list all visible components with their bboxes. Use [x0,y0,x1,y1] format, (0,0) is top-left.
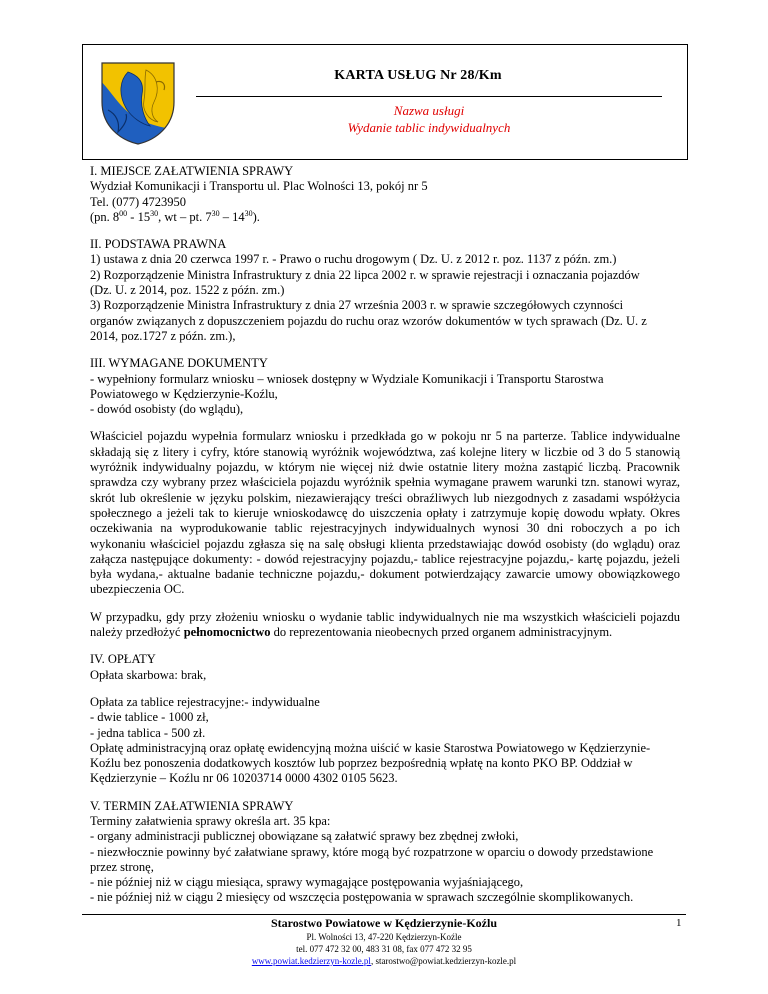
website-link[interactable]: www.powiat.kedzierzyn-kozle.pl [251,956,371,966]
plates-fee-one: - jedna tablica - 500 zł. [90,725,206,740]
footer-phones: tel. 077 472 32 00, 483 31 08, fax 077 472 32 95 [296,944,472,954]
footer-email: , starostwo@powiat.kedzierzyn-kozle.pl [370,956,517,966]
section-heading: V. TERMIN ZAŁATWIENIA SPRAWY [90,798,294,813]
document-item: Powiatowego w Kędzierzynie-Koźlu, [90,386,278,401]
card-title: KARTA USŁUG Nr 28/Km [334,68,502,83]
office-hours: (pn. $8^{00} - 15^{30}$, wt – pt. $7^{30} - 14^{30}$). [90,208,260,224]
section-heading: III. WYMAGANE DOKUMENTY [90,356,268,371]
title-divider [196,96,662,97]
section-required-documents [90,356,680,417]
service-label: Nazwa usługi [393,103,465,118]
section-heading: II. PODSTAWA PRAWNA [90,237,227,252]
service-label-block [196,102,662,136]
legal-item: 2014, poz.1727 z późn. zm.), [90,328,236,343]
section-heading: I. MIEJSCE ZAŁATWIENIA SPRAWY [90,164,294,178]
document-item: - dowód osobisty (do wglądu), [90,402,244,417]
footer-divider [82,914,686,915]
section-legal-basis [90,237,680,344]
section-heading: IV. OPŁATY [90,652,156,667]
section-place [90,164,680,225]
deadline-item: Terminy załatwienia sprawy określa art. 35 kpa: [90,813,331,828]
deadline-item: przez stronę, [90,859,154,874]
payment-info: Koźlu bez ponoszenia dodatkowych kosztów lub poprzez bezpośrednią wpłatę na konto PKO BP. Oddział w [90,756,633,771]
legal-item: 1) ustawa z dnia 20 czerwca 1997 r. - Prawo o ruchu drogowym ( Dz. U. z 2012 r. poz. 1137 z późn. zm.) [90,252,617,267]
footer-organization: Starostwo Powiatowe w Kędzierzynie-Koźlu [270,916,498,930]
deadline-item: - niezwłocznie powinny być załatwiane sprawy, które mogą być rozpatrzone w oparciu o dowody przedstawione [90,844,654,859]
footer-address: Pl. Wolności 13, 47-220 Kędzierzyn-Koźle [306,932,462,942]
legal-item: (Dz. U. z 2014, poz. 1522 z późn. zm.) [90,283,285,298]
plates-fee-two: - dwie tablice - 1000 zł, [90,710,209,725]
payment-info: Opłatę administracyjną oraz opłatę ewidencyjną można uiścić w kasie Starostwa Powiatowego w Kędzierzynie- [90,740,651,755]
office-address: Wydział Komunikacji i Transportu ul. Plac Wolności 13, pokój nr 5 [90,179,428,194]
deadline-item: - nie później niż w ciągu miesiąca, sprawy wymagające postępowania wyjaśniającego, [90,875,524,890]
section-fees [90,652,680,683]
power-of-attorney-paragraph: W przypadku, gdy przy złożeniu wniosku o wydanie tablic indywidualnych nie ma wszystkich właścicieli pojazdu należy przedłożyć pełnomocnictwo do reprezentowania nieobecnych przed organem administracyjnym. [90,609,680,640]
section-deadline [90,799,680,906]
office-phone: Tel. (077) 4723950 [90,194,186,209]
document-item: - wypełniony formularz wniosku – wniosek dostępny w Wydziale Komunikacji i Transportu Starostwa [90,371,604,386]
payment-info: Kędzierzynie – Koźlu nr 06 10203714 0000 4302 0105 5623. [90,771,398,786]
legal-item: 2) Rozporządzenie Ministra Infrastruktury z dnia 22 lipca 2002 r. w sprawie rejestracji i oznaczania pojazdów [90,267,640,282]
procedure-paragraph: Właściciel pojazdu wypełnia formularz wniosku i przedkłada go w pokoju nr 5 na parterze. Tablice indywidualne składają się z litery i cyfry, które stanowią wyróżnik województwa, zaś kolejne litery w liczbie od 3 do 5 stanowią wyróżnik indywidualny pojazdu, w którym nie więcej niż dwie ostatnie litery można zastąpić liczbą. Pracownik sprawdza czy wybrany przez właściciela pojazdu wyróżnik spełnia wymagane prawem warunki tzn. stanowi wyraz, skrót lub określenie w języku polskim, niezawierający treści obraźliwych lub niezgodnych z zasadami współżycia społecznego a jeżeli tak to kieruje wnioskodawcę do uiszczenia opłaty i zatrzymuje kopię dowodu wpłaty. Okres oczekiwania na wyprodukowanie tablic rejestracyjnych indywidualnych wynosi 30 dni roboczych a po ich wykonaniu właściciel pojazdu zgłasza się na salę obsługi klienta przedstawiając dowód osobisty (do wglądu) oraz załącza następujące dokumenty: - dowód rejestracyjny pojazdu,- tablice rejestracyjne pojazdu,- kartę pojazdu, jeżeli była wydana,- aktualne badanie techniczne pojazdu,- dokument potwierdzający zawarcie umowy obowiązkowego ubezpieczenia OC. [90,429,680,597]
footer-contact [82,955,686,967]
poa-emphasis: pełnomocnictwo [183,625,271,640]
legal-item: 3) Rozporządzenie Ministra Infrastruktury z dnia 27 września 2003 r. w sprawie szczegółowych czynności [90,298,624,313]
legal-item: organów związanych z dopuszczeniem pojazdu do ruchu oraz wzorów dokumentów w tych sprawach (Dz. U. z [90,313,647,328]
deadline-item: - nie później niż w ciągu 2 miesięcy od wszczęcia postępowania w sprawach szczególnie skomplikowanych. [90,890,634,905]
plates-fee-title: Opłata za tablice rejestracyjne:- indywidualne [90,694,320,709]
document-body [90,164,680,918]
plates-fees [90,695,680,787]
footer [82,916,686,967]
deadline-item: - organy administracji publicznej obowiązane są załatwić sprawy bez zbędnej zwłoki, [90,829,519,844]
stamp-duty: Opłata skarbowa: brak, [90,667,207,682]
page-number: 1 [676,917,682,929]
coat-of-arms-icon [98,60,178,146]
service-name: Wydanie tablic indywidualnych [347,120,511,135]
